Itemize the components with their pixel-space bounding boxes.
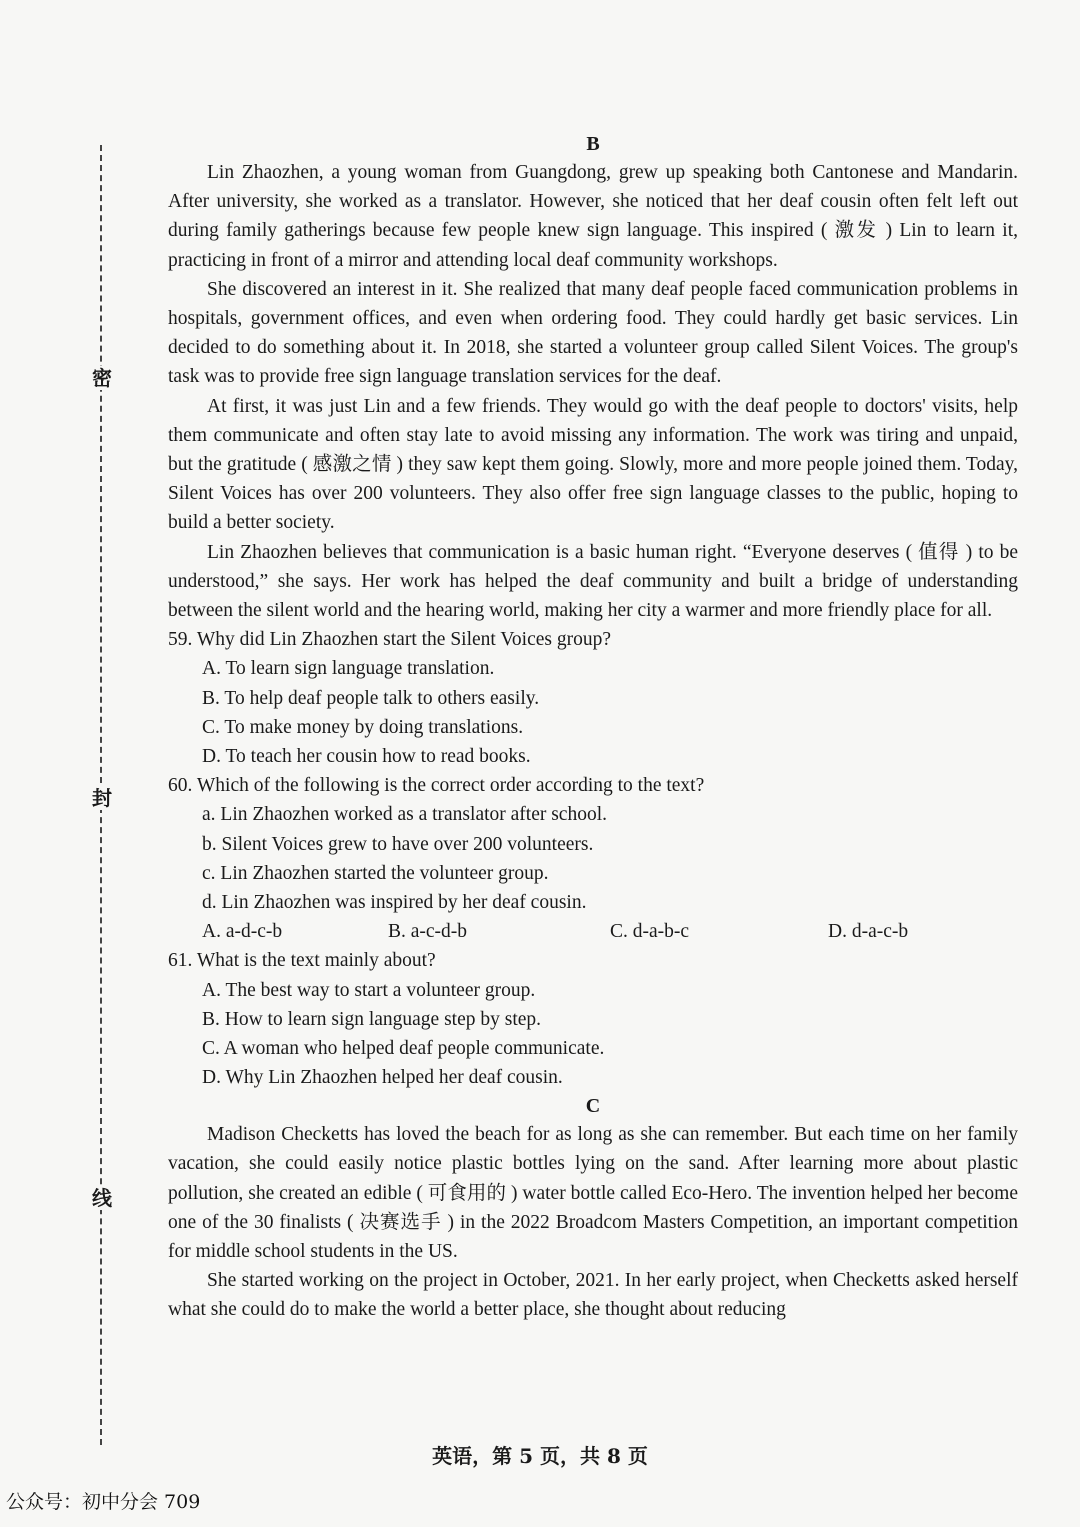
question-60-option-c: C. d-a-b-c: [610, 921, 690, 943]
question-60-event-b: b. Silent Voices grew to have over 200 volunteers.: [202, 833, 594, 855]
section-c-paragraph-1: Madison Checketts has loved the beach for as long as she can remember. But each time on her family vacation, she could easily notice plastic bottles lying on the sand. After learning more about plastic pollution, she created an edible ( 可食用的 ) water bottle called Eco-Hero. The invention helped her become one of the 30 finalists ( 决赛选手 ) in the 2022 Broadcom Masters Competition, an important competition for middle school students in the US.: [168, 1124, 1018, 1263]
question-60: [168, 771, 1018, 946]
section-b: [168, 130, 1018, 1092]
section-b-paragraph-3: At first, it was just Lin and a few friends. They would go with the deaf people to doctors' visits, help them communicate and often stay late to avoid missing any information. The work was tiring and unpaid, but the gratitude ( 感激之情 ) they saw kept them going. Slowly, more and more people joined them. Today, Silent Voices has over 200 volunteers. They also offer free sign language classes to the public, hoping to build a better society.: [168, 395, 1018, 534]
question-59-option-d: D. To teach her cousin how to read books.: [202, 746, 531, 767]
section-b-paragraph-2: She discovered an interest in it. She realized that many deaf people faced communication problems in hospitals, government offices, and even when ordering food. They could hardly get basic services. Lin decided to do something about it. In 2018, she started a volunteer group called Silent Voices. The group's task was to provide free sign language translation services for the deaf.: [168, 278, 1018, 388]
section-b-paragraph-1: Lin Zhaozhen, a young woman from Guangdong, grew up speaking both Cantonese and Mandarin. After university, she worked as a translator. However, she noticed that her deaf cousin often felt left out during family gatherings because few people knew sign language. This inspired ( 激发 ) Lin to learn it, practicing in front of a mirror and attending local deaf community workshops.: [168, 162, 1018, 271]
question-60-stem: 60. Which of the following is the correct order according to the text?: [168, 775, 705, 797]
question-60-event-d: d. Lin Zhaozhen was inspired by her deaf cousin.: [202, 891, 587, 913]
question-61-option-c: C. A woman who helped deaf people communicate.: [202, 1037, 605, 1059]
question-59-option-b: B. To help deaf people talk to others easily.: [202, 687, 540, 709]
question-61-option-a: A. The best way to start a volunteer group.: [202, 979, 536, 1001]
binding-mark-line: 线: [92, 1186, 112, 1210]
question-59-option-a: A. To learn sign language translation.: [202, 658, 495, 680]
section-c-title: C: [585, 1095, 601, 1118]
section-c-paragraph-2: She started working on the project in October, 2021. In her early project, when Checketts asked herself what she could do to make the world a better place, she thought about reducing: [168, 1270, 1018, 1321]
question-60-event-c: c. Lin Zhaozhen started the volunteer group.: [202, 862, 549, 884]
question-60-option-b: B. a-c-d-b: [388, 921, 468, 943]
exam-content: [168, 130, 1018, 1325]
section-b-title: B: [586, 133, 600, 155]
question-59-option-c: C. To make money by doing translations.: [202, 716, 524, 738]
question-60-options: [168, 917, 1018, 946]
binding-mark-closure: 封: [92, 786, 112, 810]
section-b-paragraph-4: Lin Zhaozhen believes that communication is a basic human right. “Everyone deserves ( 值得 ) to be understood,” she says. Her work has helped the deaf community and built a bridge of understanding between the silent world and the hearing world, making her city a warmer and more friendly place for all.: [168, 541, 1018, 622]
section-c: [168, 1092, 1018, 1324]
question-59: [168, 625, 1018, 771]
question-60-event-a: a. Lin Zhaozhen worked as a translator after school.: [202, 804, 608, 826]
question-61-option-d: D. Why Lin Zhaozhen helped her deaf cousin.: [202, 1067, 563, 1089]
question-61: [168, 946, 1018, 1092]
question-61-option-b: B. How to learn sign language step by step.: [202, 1008, 542, 1030]
question-61-stem: 61. What is the text mainly about?: [168, 950, 436, 972]
source-watermark: 公众号：初中分会 709: [6, 1491, 201, 1513]
question-60-option-d: D. d-a-c-b: [828, 921, 909, 943]
question-60-option-a: A. a-d-c-b: [202, 921, 283, 943]
question-59-stem: 59. Why did Lin Zhaozhen start the Silent Voices group?: [168, 629, 612, 651]
page-footer: 英语，第 5 页，共 8 页: [432, 1444, 648, 1468]
binding-mark-seal: 密: [92, 366, 112, 390]
